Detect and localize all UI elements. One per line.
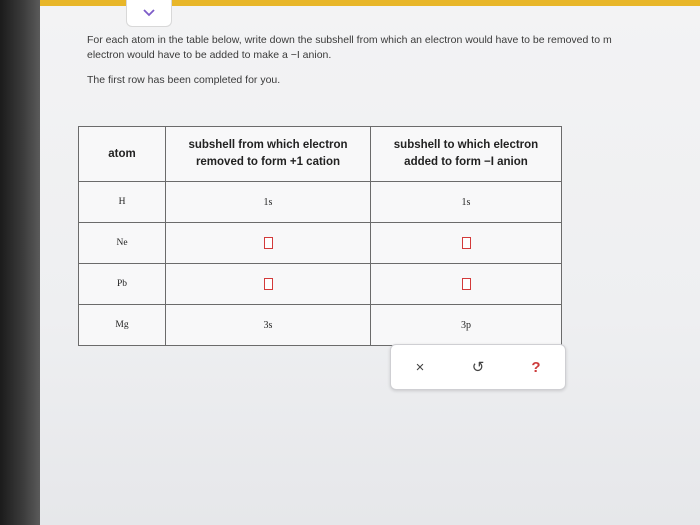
instruction-line-1: For each atom in the table below, write down the subshell from which an electron would have to be removed to m bbox=[87, 34, 612, 46]
undo-button[interactable] bbox=[463, 352, 493, 382]
cation-subshell-cell bbox=[166, 264, 371, 305]
answer-action-panel bbox=[390, 344, 566, 390]
anion-answer-input[interactable] bbox=[462, 237, 471, 249]
atom-cell: Ne bbox=[79, 223, 166, 264]
screen-bezel bbox=[0, 0, 40, 525]
cation-answer-input[interactable] bbox=[264, 278, 273, 290]
anion-subshell-cell: 3p bbox=[371, 305, 562, 346]
chevron-down-icon bbox=[142, 8, 156, 18]
header-cation-line-2: removed to form +1 cation bbox=[195, 156, 341, 168]
question-page bbox=[40, 6, 700, 525]
header-atom: atom bbox=[79, 127, 166, 182]
cation-subshell-cell: 1s bbox=[166, 182, 371, 223]
answer-table bbox=[78, 126, 562, 346]
close-icon: × bbox=[415, 358, 425, 376]
collapse-toggle[interactable] bbox=[126, 0, 172, 27]
cation-subshell-cell bbox=[166, 223, 371, 264]
table-row bbox=[79, 264, 562, 305]
help-button[interactable] bbox=[521, 352, 551, 382]
header-anion-line-1: subshell to which electron bbox=[393, 139, 539, 151]
table-row bbox=[79, 223, 562, 264]
table-row bbox=[79, 305, 562, 346]
anion-subshell-cell: 1s bbox=[371, 182, 562, 223]
help-icon: ? bbox=[531, 358, 541, 376]
header-anion-line-2: added to form −I anion bbox=[404, 156, 528, 168]
anion-subshell-cell bbox=[371, 264, 562, 305]
atom-cell: H bbox=[79, 182, 166, 223]
header-cation-line-1: subshell from which electron bbox=[188, 139, 348, 151]
undo-icon: ↺ bbox=[471, 359, 485, 376]
cation-subshell-cell: 3s bbox=[166, 305, 371, 346]
anion-answer-input[interactable] bbox=[462, 278, 471, 290]
header-cation-subshell bbox=[166, 127, 371, 182]
table-header-row bbox=[79, 127, 562, 182]
atom-cell: Pb bbox=[79, 264, 166, 305]
instruction-line-2: electron would have to be added to make a −I anion. bbox=[87, 49, 332, 61]
atom-cell: Mg bbox=[79, 305, 166, 346]
clear-button[interactable] bbox=[405, 352, 435, 382]
instruction-line-3: The first row has been completed for you. bbox=[87, 74, 281, 86]
table-row bbox=[79, 182, 562, 223]
anion-subshell-cell bbox=[371, 223, 562, 264]
header-anion-subshell bbox=[371, 127, 562, 182]
cation-answer-input[interactable] bbox=[264, 237, 273, 249]
